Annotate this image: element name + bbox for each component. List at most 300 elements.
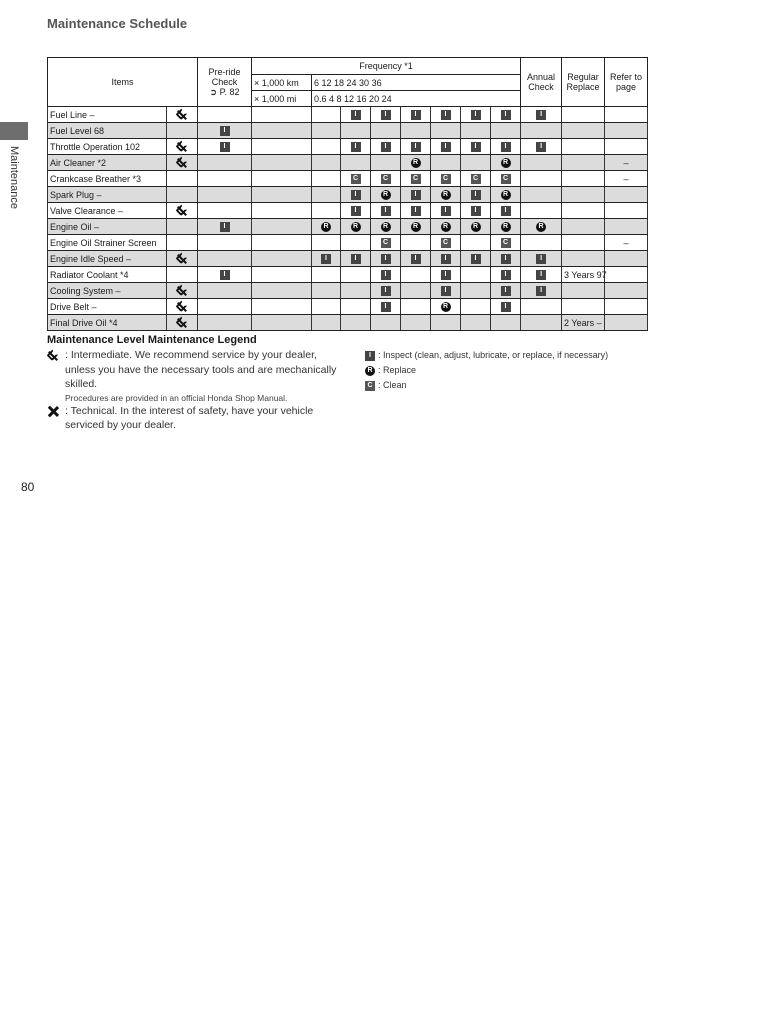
refer-page-cell <box>605 123 648 139</box>
frequency-cell <box>461 219 491 235</box>
frequency-cell <box>491 283 521 299</box>
regular-header: Regular Replace <box>562 58 605 107</box>
wrench-icon <box>176 141 188 153</box>
annual-cell <box>521 267 562 283</box>
inspect-mark: I <box>411 110 421 120</box>
legend-clean: C : Clean <box>365 378 608 393</box>
level-cell <box>167 219 198 235</box>
regular-replace-cell <box>562 235 605 251</box>
frequency-cell <box>431 139 461 155</box>
item-name: Air Cleaner *2 <box>48 155 167 171</box>
frequency-cell <box>312 203 341 219</box>
frequency-cell <box>401 139 431 155</box>
frequency-cell <box>461 267 491 283</box>
frequency-cell <box>461 155 491 171</box>
inspect-icon: I <box>365 351 375 361</box>
table-row <box>48 283 648 299</box>
km-label: × 1,000 km <box>252 75 312 91</box>
table-row <box>48 187 648 203</box>
inspect-mark: I <box>501 142 511 152</box>
regular-replace-cell <box>562 219 605 235</box>
replace-mark: R <box>441 190 451 200</box>
frequency-cell <box>371 251 401 267</box>
annual-cell <box>521 171 562 187</box>
level-cell <box>167 251 198 267</box>
refer-page-cell <box>605 107 648 123</box>
maintenance-schedule-table <box>47 57 648 331</box>
frequency-header: Frequency *1 <box>252 58 521 75</box>
replace-mark: R <box>536 222 546 232</box>
regular-replace-cell: 3 Years 97 <box>562 267 605 283</box>
replace-mark: R <box>471 222 481 232</box>
item-name: Crankcase Breather *3 <box>48 171 167 187</box>
frequency-cell <box>341 139 371 155</box>
inspect-mark: I <box>381 270 391 280</box>
items-header: Items <box>48 58 198 107</box>
table-row <box>48 219 648 235</box>
item-name: Fuel Line – <box>48 107 167 123</box>
inspect-mark: I <box>501 302 511 312</box>
frequency-cell <box>401 235 431 251</box>
frequency-cell <box>312 299 341 315</box>
refer-header: Refer to page <box>605 58 648 107</box>
frequency-cell <box>371 235 401 251</box>
frequency-cell <box>252 267 312 283</box>
preride-cell <box>198 107 252 123</box>
frequency-cell <box>312 139 341 155</box>
frequency-cell <box>491 219 521 235</box>
frequency-cell <box>252 155 312 171</box>
frequency-cell <box>491 235 521 251</box>
annual-cell <box>521 187 562 203</box>
level-cell <box>167 171 198 187</box>
frequency-cell <box>341 187 371 203</box>
frequency-cell <box>252 219 312 235</box>
inspect-mark: I <box>381 142 391 152</box>
clean-mark: C <box>501 238 511 248</box>
level-cell <box>167 235 198 251</box>
inspect-mark: I <box>351 254 361 264</box>
inspect-mark: I <box>220 222 230 232</box>
refer-page-cell <box>605 251 648 267</box>
frequency-cell <box>371 187 401 203</box>
regular-replace-cell <box>562 139 605 155</box>
replace-mark: R <box>411 158 421 168</box>
frequency-cell <box>341 315 371 331</box>
clean-mark: C <box>381 238 391 248</box>
clean-mark: C <box>441 238 451 248</box>
table-row <box>48 251 648 267</box>
frequency-cell <box>491 139 521 155</box>
frequency-cell <box>341 107 371 123</box>
frequency-cell <box>252 171 312 187</box>
legend-replace: R : Replace <box>365 363 608 378</box>
frequency-cell <box>252 299 312 315</box>
level-cell <box>167 315 198 331</box>
frequency-cell <box>371 219 401 235</box>
legend-title: Maintenance Level Maintenance Legend <box>47 334 257 346</box>
inspect-mark: I <box>441 206 451 216</box>
replace-mark: R <box>501 158 511 168</box>
item-name: Throttle Operation 102 <box>48 139 167 155</box>
inspect-mark: I <box>351 190 361 200</box>
frequency-cell <box>371 299 401 315</box>
frequency-cell <box>252 235 312 251</box>
annual-header: Annual Check <box>521 58 562 107</box>
preride-cell <box>198 219 252 235</box>
frequency-cell <box>461 203 491 219</box>
annual-cell <box>521 283 562 299</box>
inspect-mark: I <box>441 142 451 152</box>
frequency-cell <box>431 299 461 315</box>
inspect-mark: I <box>501 286 511 296</box>
replace-mark: R <box>501 222 511 232</box>
inspect-mark: I <box>351 110 361 120</box>
refer-page-cell <box>605 139 648 155</box>
table-row <box>48 235 648 251</box>
wrench-icon <box>176 253 188 265</box>
annual-cell <box>521 219 562 235</box>
table-row <box>48 203 648 219</box>
frequency-cell <box>431 155 461 171</box>
inspect-mark: I <box>536 286 546 296</box>
annual-cell <box>521 235 562 251</box>
replace-icon: R <box>365 366 375 376</box>
page-title: Maintenance Schedule <box>47 16 188 31</box>
clean-mark: C <box>471 174 481 184</box>
table-row <box>48 107 648 123</box>
legend-symbols <box>365 348 608 393</box>
frequency-cell <box>401 171 431 187</box>
inspect-mark: I <box>321 254 331 264</box>
frequency-cell <box>461 139 491 155</box>
inspect-mark: I <box>536 270 546 280</box>
inspect-mark: I <box>381 302 391 312</box>
item-name: Final Drive Oil *4 <box>48 315 167 331</box>
frequency-cell <box>491 171 521 187</box>
frequency-cell <box>341 299 371 315</box>
frequency-cell <box>252 107 312 123</box>
mi-label: × 1,000 mi <box>252 91 312 107</box>
preride-cell <box>198 315 252 331</box>
frequency-cell <box>431 267 461 283</box>
frequency-cell <box>371 123 401 139</box>
inspect-mark: I <box>351 206 361 216</box>
frequency-cell <box>401 155 431 171</box>
frequency-cell <box>461 187 491 203</box>
frequency-cell <box>371 203 401 219</box>
wrench-icon <box>176 285 188 297</box>
frequency-cell <box>461 283 491 299</box>
inspect-mark: I <box>411 206 421 216</box>
replace-mark: R <box>381 222 391 232</box>
regular-replace-cell <box>562 251 605 267</box>
frequency-cell <box>341 123 371 139</box>
inspect-mark: I <box>441 110 451 120</box>
legend-inspect: I : Inspect (clean, adjust, lubricate, or replace, if necessary) <box>365 348 608 363</box>
item-name: Fuel Level 68 <box>48 123 167 139</box>
frequency-cell <box>371 155 401 171</box>
wrench-icon <box>176 157 188 169</box>
level-cell <box>167 203 198 219</box>
frequency-cell <box>491 299 521 315</box>
inspect-mark: I <box>411 142 421 152</box>
frequency-cell <box>491 187 521 203</box>
frequency-cell <box>371 267 401 283</box>
replace-mark: R <box>411 222 421 232</box>
wrench-icon <box>47 350 59 362</box>
item-name: Cooling System – <box>48 283 167 299</box>
level-cell <box>167 299 198 315</box>
inspect-mark: I <box>220 270 230 280</box>
refer-page-cell: – <box>605 155 648 171</box>
annual-cell <box>521 123 562 139</box>
refer-page-cell <box>605 203 648 219</box>
frequency-cell <box>491 315 521 331</box>
item-name: Radiator Coolant *4 <box>48 267 167 283</box>
frequency-cell <box>401 203 431 219</box>
preride-cell <box>198 155 252 171</box>
inspect-mark: I <box>501 110 511 120</box>
frequency-cell <box>431 219 461 235</box>
frequency-cell <box>252 283 312 299</box>
preride-cell <box>198 235 252 251</box>
preride-cell <box>198 123 252 139</box>
frequency-cell <box>341 219 371 235</box>
inspect-mark: I <box>351 142 361 152</box>
table-row <box>48 299 648 315</box>
level-cell <box>167 123 198 139</box>
level-cell <box>167 107 198 123</box>
replace-mark: R <box>441 222 451 232</box>
inspect-mark: I <box>411 254 421 264</box>
inspect-mark: I <box>441 270 451 280</box>
frequency-cell <box>431 283 461 299</box>
refer-page-cell <box>605 299 648 315</box>
inspect-mark: I <box>471 254 481 264</box>
table-row <box>48 315 648 331</box>
frequency-cell <box>312 283 341 299</box>
frequency-cell <box>312 123 341 139</box>
wrench-icon <box>176 317 188 329</box>
frequency-cell <box>371 171 401 187</box>
frequency-cell <box>371 107 401 123</box>
annual-cell <box>521 315 562 331</box>
frequency-cell <box>252 187 312 203</box>
level-cell <box>167 155 198 171</box>
frequency-cell <box>341 235 371 251</box>
inspect-mark: I <box>501 270 511 280</box>
clean-mark: C <box>411 174 421 184</box>
clean-mark: C <box>501 174 511 184</box>
frequency-cell <box>401 123 431 139</box>
regular-replace-cell <box>562 123 605 139</box>
frequency-cell <box>341 155 371 171</box>
inspect-mark: I <box>441 254 451 264</box>
inspect-mark: I <box>381 254 391 264</box>
frequency-cell <box>341 171 371 187</box>
frequency-cell <box>491 155 521 171</box>
frequency-cell <box>312 171 341 187</box>
legend-intermediate: : Intermediate. We recommend service by your dealer, unless you have the necessary tools and are mechanically skilled. Procedures are provided in an official Honda Shop Manual. <box>47 348 337 404</box>
item-name: Engine Oil – <box>48 219 167 235</box>
clean-icon: C <box>365 381 375 391</box>
inspect-mark: I <box>536 254 546 264</box>
inspect-mark: I <box>471 190 481 200</box>
inspect-mark: I <box>536 110 546 120</box>
item-name: Spark Plug – <box>48 187 167 203</box>
frequency-cell <box>401 219 431 235</box>
frequency-cell <box>461 315 491 331</box>
item-name: Engine Oil Strainer Screen <box>48 235 167 251</box>
frequency-cell <box>401 187 431 203</box>
replace-mark: R <box>501 190 511 200</box>
frequency-cell <box>491 251 521 267</box>
replace-mark: R <box>381 190 391 200</box>
regular-replace-cell <box>562 283 605 299</box>
frequency-cell <box>491 123 521 139</box>
level-cell <box>167 267 198 283</box>
frequency-cell <box>252 251 312 267</box>
frequency-cell <box>341 267 371 283</box>
frequency-cell <box>252 139 312 155</box>
frequency-cell <box>341 203 371 219</box>
frequency-cell <box>401 283 431 299</box>
clean-mark: C <box>381 174 391 184</box>
clean-mark: C <box>351 174 361 184</box>
inspect-mark: I <box>471 142 481 152</box>
frequency-cell <box>371 283 401 299</box>
item-name: Valve Clearance – <box>48 203 167 219</box>
frequency-cell <box>312 235 341 251</box>
item-name: Drive Belt – <box>48 299 167 315</box>
legend-technical: : Technical. In the interest of safety, have your vehicle serviced by your dealer. <box>47 404 337 433</box>
frequency-cell <box>401 315 431 331</box>
regular-replace-cell <box>562 187 605 203</box>
regular-replace-cell <box>562 203 605 219</box>
item-name: Engine Idle Speed – <box>48 251 167 267</box>
frequency-cell <box>341 251 371 267</box>
frequency-cell <box>312 155 341 171</box>
frequency-cell <box>431 187 461 203</box>
replace-mark: R <box>321 222 331 232</box>
inspect-mark: I <box>471 110 481 120</box>
inspect-mark: I <box>536 142 546 152</box>
frequency-cell <box>341 283 371 299</box>
inspect-mark: I <box>381 286 391 296</box>
preride-cell <box>198 299 252 315</box>
annual-cell <box>521 155 562 171</box>
refer-page-cell <box>605 267 648 283</box>
preride-cell <box>198 267 252 283</box>
inspect-mark: I <box>441 286 451 296</box>
frequency-cell <box>491 107 521 123</box>
frequency-cell <box>252 315 312 331</box>
frequency-cell <box>252 203 312 219</box>
frequency-cell <box>401 107 431 123</box>
refer-page-cell: – <box>605 235 648 251</box>
preride-cell <box>198 139 252 155</box>
wrench-icon <box>176 301 188 313</box>
inspect-mark: I <box>381 110 391 120</box>
frequency-cell <box>461 299 491 315</box>
level-cell <box>167 187 198 203</box>
refer-page-cell <box>605 187 648 203</box>
frequency-cell <box>431 107 461 123</box>
preride-cell <box>198 283 252 299</box>
frequency-cell <box>431 203 461 219</box>
level-cell <box>167 283 198 299</box>
mi-values: 0.6 4 8 12 16 20 24 <box>312 91 521 107</box>
annual-cell <box>521 139 562 155</box>
frequency-cell <box>312 251 341 267</box>
inspect-mark: I <box>381 206 391 216</box>
regular-replace-cell <box>562 299 605 315</box>
frequency-cell <box>461 235 491 251</box>
frequency-cell <box>312 107 341 123</box>
table-row <box>48 123 648 139</box>
frequency-cell <box>461 171 491 187</box>
frequency-cell <box>431 235 461 251</box>
table-row <box>48 171 648 187</box>
frequency-cell <box>461 123 491 139</box>
frequency-cell <box>431 123 461 139</box>
frequency-cell <box>431 315 461 331</box>
refer-page-cell: – <box>605 171 648 187</box>
frequency-cell <box>371 139 401 155</box>
level-cell <box>167 139 198 155</box>
section-tab <box>0 122 28 140</box>
crossed-tools-icon <box>47 405 60 418</box>
refer-page-cell <box>605 315 648 331</box>
inspect-mark: I <box>471 206 481 216</box>
frequency-cell <box>252 123 312 139</box>
preride-cell <box>198 251 252 267</box>
frequency-cell <box>312 219 341 235</box>
annual-cell <box>521 107 562 123</box>
km-values: 6 12 18 24 30 36 <box>312 75 521 91</box>
table-row <box>48 139 648 155</box>
regular-replace-cell: 2 Years – <box>562 315 605 331</box>
annual-cell <box>521 203 562 219</box>
frequency-cell <box>431 251 461 267</box>
frequency-cell <box>312 267 341 283</box>
frequency-cell <box>461 107 491 123</box>
legend-intermediate-note: Procedures are provided in an official Honda Shop Manual. <box>65 392 288 403</box>
annual-cell <box>521 299 562 315</box>
replace-mark: R <box>351 222 361 232</box>
legend-levels <box>47 348 337 433</box>
frequency-cell <box>312 187 341 203</box>
frequency-cell <box>491 267 521 283</box>
page-number: 80 <box>21 480 35 494</box>
inspect-mark: I <box>501 254 511 264</box>
inspect-mark: I <box>411 190 421 200</box>
preride-cell <box>198 171 252 187</box>
frequency-cell <box>401 251 431 267</box>
replace-mark: R <box>441 302 451 312</box>
preride-cell <box>198 187 252 203</box>
table-row <box>48 155 648 171</box>
wrench-icon <box>176 109 188 121</box>
inspect-mark: I <box>220 126 230 136</box>
regular-replace-cell <box>562 107 605 123</box>
refer-page-cell <box>605 219 648 235</box>
preride-cell <box>198 203 252 219</box>
regular-replace-cell <box>562 171 605 187</box>
frequency-cell <box>401 267 431 283</box>
inspect-mark: I <box>220 142 230 152</box>
